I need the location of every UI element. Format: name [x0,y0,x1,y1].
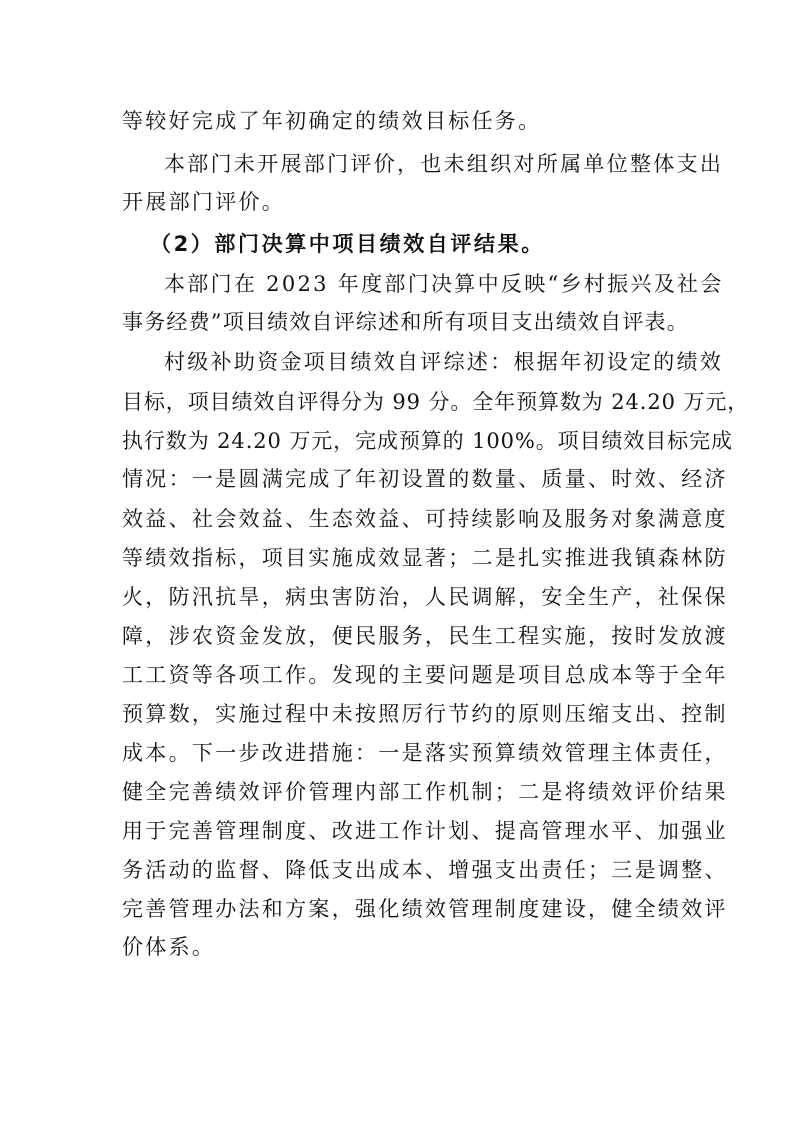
paragraph-line: 执行数为 24.20 万元，完成预算的 100%。项目绩效目标完成 [122,429,733,453]
paragraph-line: 等绩效指标，项目实施成效显著；二是扎实推进我镇森林防 [122,546,728,570]
paragraph-line: 用于完善管理制度、改进工作计划、提高管理水平、加强业 [122,819,728,843]
paragraph-line: 成本。下一步改进措施：一是落实预算绩效管理主体责任， [122,741,728,765]
paragraph-line: 等较好完成了年初确定的绩效目标任务。 [122,109,542,133]
paragraph-line: 工工资等各项工作。发现的主要问题是项目总成本等于全年 [122,663,728,687]
paragraph-line: 完善管理办法和方案，强化绩效管理制度建设，健全绩效评 [122,897,728,921]
paragraph-line: 效益、社会效益、生态效益、可持续影响及服务对象满意度 [122,507,728,531]
paragraph-line: 情况：一是圆满完成了年初设置的数量、质量、时效、经济 [122,467,728,491]
paragraph-line: 本部门未开展部门评价，也未组织对所属单位整体支出 [164,152,724,176]
paragraph-line: 火，防汛抗旱，病虫害防治，人民调解，安全生产，社保保 [122,585,728,609]
paragraph-line: 村级补助资金项目绩效自评综述：根据年初设定的绩效 [164,350,724,374]
paragraph-line: 目标，项目绩效自评得分为 99 分。全年预算数为 24.20 万元， [122,390,750,414]
paragraph-line: 开展部门评价。 [122,190,286,214]
paragraph-line: 预算数，实施过程中未按照厉行节约的原则压缩支出、控制 [122,702,728,726]
section-heading: （2）部门决算中项目绩效自评结果。 [150,232,545,256]
paragraph-line: 事务经费”项目绩效自评综述和所有项目支出绩效自评表。 [122,310,689,334]
paragraph-line: 务活动的监督、降低支出成本、增强支出责任；三是调整、 [122,858,728,882]
paragraph-line: 健全完善绩效评价管理内部工作机制；二是将绩效评价结果 [122,780,728,804]
paragraph-line: 本部门在 2023 年度部门决算中反映“乡村振兴及社会 [164,272,724,296]
paragraph-line: 价体系。 [122,935,216,959]
paragraph-line: 障，涉农资金发放，便民服务，民生工程实施，按时发放渡 [122,624,728,648]
